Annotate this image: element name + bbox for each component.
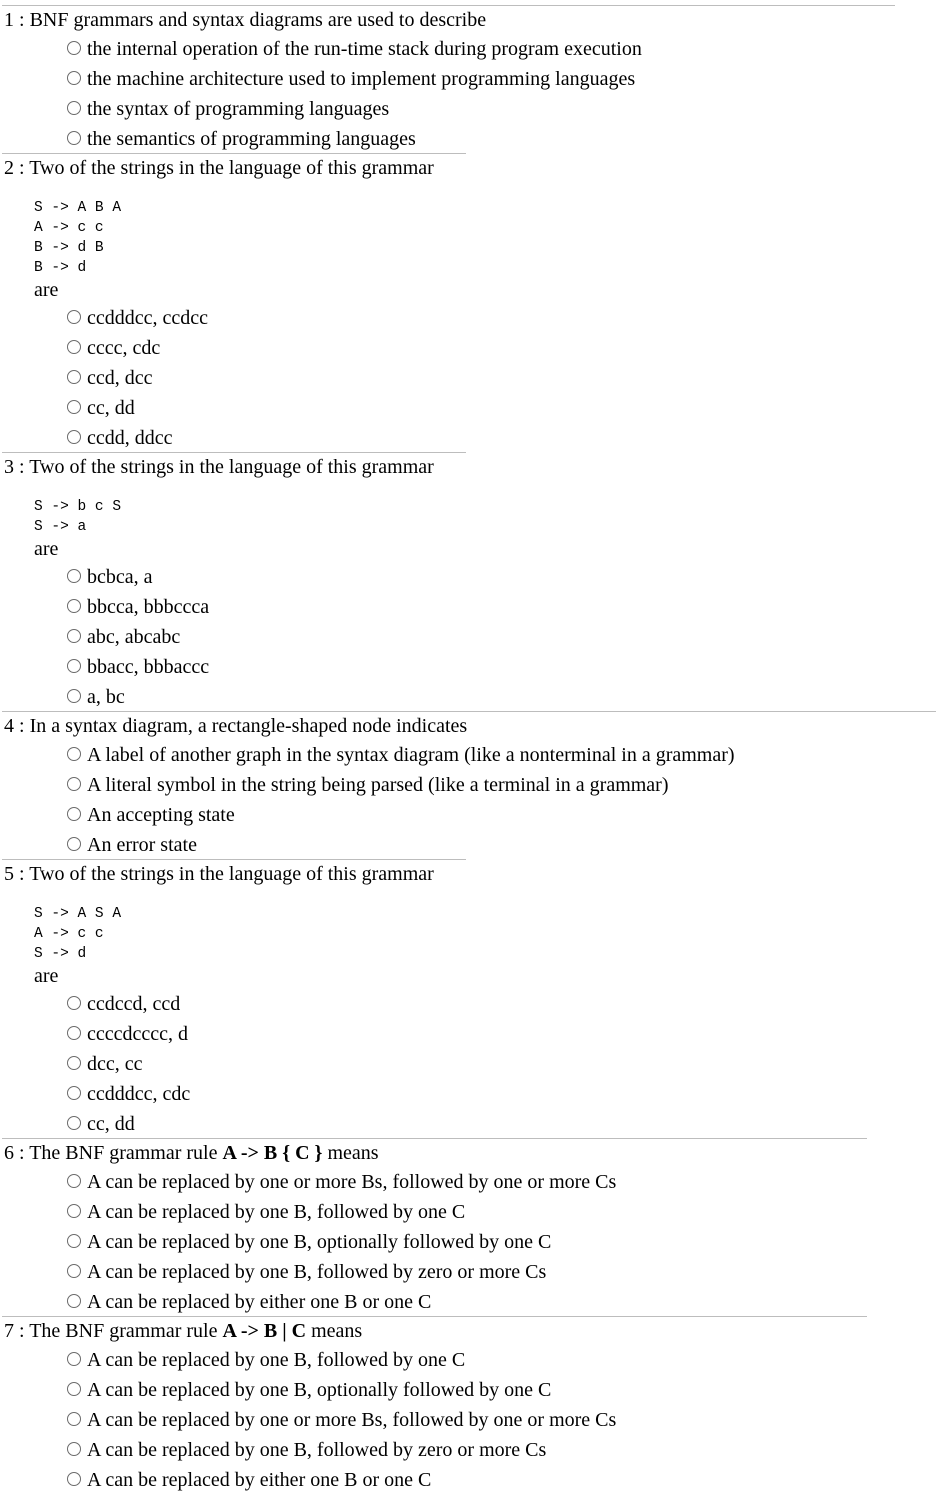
- answer-option[interactable]: [66, 989, 180, 1019]
- radio-button[interactable]: [67, 1086, 81, 1100]
- answer-option[interactable]: [66, 1079, 190, 1109]
- answer-option[interactable]: [66, 363, 153, 393]
- radio-button[interactable]: [67, 837, 81, 851]
- option-label: the syntax of programming languages: [87, 98, 390, 120]
- answer-option[interactable]: [66, 1435, 546, 1465]
- option-label: bcbca, a: [87, 566, 153, 588]
- option-label: ccdddcc, cdc: [87, 1083, 191, 1105]
- grammar-code: S -> A B A A -> c c B -> d B B -> d: [34, 200, 122, 276]
- question-divider: [2, 153, 466, 154]
- radio-button[interactable]: [67, 1204, 81, 1218]
- answer-option[interactable]: [66, 1109, 135, 1139]
- question-divider: [2, 5, 895, 6]
- option-label: ccdccd, ccd: [87, 993, 181, 1015]
- option-label: ccdddcc, ccdcc: [87, 307, 209, 329]
- option-label: A can be replaced by either one B or one C: [87, 1469, 432, 1491]
- radio-button[interactable]: [67, 1442, 81, 1456]
- option-label: bbacc, bbbaccc: [87, 656, 210, 678]
- option-label: An accepting state: [87, 804, 235, 826]
- question-3-text: 3 : Two of the strings in the language of this grammar: [4, 456, 434, 478]
- radio-button[interactable]: [67, 1056, 81, 1070]
- question-divider: [2, 859, 466, 860]
- radio-button[interactable]: [67, 1472, 81, 1486]
- answer-option[interactable]: [66, 124, 416, 154]
- option-label: A can be replaced by one B, optionally followed by one C: [87, 1231, 552, 1253]
- radio-button[interactable]: [67, 599, 81, 613]
- option-label: the semantics of programming languages: [87, 128, 416, 150]
- question-4-text: 4 : In a syntax diagram, a rectangle-shaped node indicates: [4, 715, 468, 737]
- answer-option[interactable]: [66, 34, 642, 64]
- bnf-rule: A -> B | C: [222, 1320, 307, 1342]
- question-divider: [2, 1316, 867, 1317]
- grammar-code: S -> b c S S -> a: [34, 499, 122, 535]
- option-label: A can be replaced by one B, followed by zero or more Cs: [87, 1439, 547, 1461]
- option-label: A can be replaced by one B, followed by zero or more Cs: [87, 1261, 547, 1283]
- answer-option[interactable]: [66, 740, 735, 770]
- radio-button[interactable]: [67, 747, 81, 761]
- radio-button[interactable]: [67, 1264, 81, 1278]
- answer-option[interactable]: [66, 1197, 465, 1227]
- answer-option[interactable]: [66, 1257, 546, 1287]
- option-label: abc, abcabc: [87, 626, 181, 648]
- option-label: A can be replaced by one B, optionally followed by one C: [87, 1379, 552, 1401]
- radio-button[interactable]: [67, 1294, 81, 1308]
- option-label: cc, dd: [87, 397, 135, 419]
- option-label: A can be replaced by one or more Bs, followed by one or more Cs: [87, 1171, 617, 1193]
- bnf-rule: A -> B { C }: [222, 1142, 323, 1164]
- radio-button[interactable]: [67, 370, 81, 384]
- question-1-text: 1 : BNF grammars and syntax diagrams are used to describe: [4, 9, 487, 31]
- option-label: A label of another graph in the syntax diagram (like a nonterminal in a grammar): [87, 744, 735, 766]
- answer-option[interactable]: [66, 800, 235, 830]
- question-suffix: are: [34, 279, 59, 301]
- radio-button[interactable]: [67, 1382, 81, 1396]
- question-suffix: are: [34, 965, 59, 987]
- radio-button[interactable]: [67, 1412, 81, 1426]
- answer-option[interactable]: [66, 1049, 143, 1079]
- radio-button[interactable]: [67, 689, 81, 703]
- answer-option[interactable]: [66, 1167, 616, 1197]
- answer-option[interactable]: [66, 1227, 551, 1257]
- radio-button[interactable]: [67, 400, 81, 414]
- option-label: bbcca, bbbccca: [87, 596, 210, 618]
- option-label: A can be replaced by one B, followed by one C: [87, 1201, 466, 1223]
- answer-option[interactable]: [66, 333, 160, 363]
- radio-button[interactable]: [67, 310, 81, 324]
- radio-button[interactable]: [67, 1116, 81, 1130]
- answer-option[interactable]: [66, 682, 125, 712]
- option-label: the machine architecture used to implement programming languages: [87, 68, 636, 90]
- radio-button[interactable]: [67, 569, 81, 583]
- option-label: An error state: [87, 834, 197, 856]
- answer-option[interactable]: [66, 303, 208, 333]
- radio-button[interactable]: [67, 777, 81, 791]
- question-divider: [2, 711, 936, 712]
- radio-button[interactable]: [67, 629, 81, 643]
- option-label: ccd, dcc: [87, 367, 153, 389]
- grammar-code: S -> A S A A -> c c S -> d: [34, 906, 122, 962]
- radio-button[interactable]: [67, 996, 81, 1010]
- radio-button[interactable]: [67, 1352, 81, 1366]
- radio-button[interactable]: [67, 71, 81, 85]
- option-label: the internal operation of the run-time stack during program execution: [87, 38, 642, 60]
- radio-button[interactable]: [67, 659, 81, 673]
- answer-option[interactable]: [66, 64, 635, 94]
- radio-button[interactable]: [67, 340, 81, 354]
- question-6-text: 6 : The BNF grammar rule A -> B { C } means: [4, 1142, 379, 1164]
- answer-option[interactable]: [66, 1019, 188, 1049]
- question-2-text: 2 : Two of the strings in the language of this grammar: [4, 157, 434, 179]
- answer-option[interactable]: [66, 94, 389, 124]
- answer-option[interactable]: [66, 1375, 551, 1405]
- option-label: A can be replaced by one B, followed by one C: [87, 1349, 466, 1371]
- answer-option[interactable]: [66, 423, 173, 453]
- question-divider: [2, 1138, 867, 1139]
- option-label: dcc, cc: [87, 1053, 143, 1075]
- option-label: A can be replaced by either one B or one C: [87, 1291, 432, 1313]
- option-label: A can be replaced by one or more Bs, followed by one or more Cs: [87, 1409, 617, 1431]
- answer-option[interactable]: [66, 393, 135, 423]
- option-label: ccccdcccc, d: [87, 1023, 189, 1045]
- radio-button[interactable]: [67, 1026, 81, 1040]
- question-suffix: are: [34, 538, 59, 560]
- radio-button[interactable]: [67, 131, 81, 145]
- answer-option[interactable]: [66, 1465, 431, 1495]
- answer-option[interactable]: [66, 1345, 465, 1375]
- option-label: cc, dd: [87, 1113, 135, 1135]
- answer-option[interactable]: [66, 622, 180, 652]
- radio-button[interactable]: [67, 1174, 81, 1188]
- radio-button[interactable]: [67, 101, 81, 115]
- answer-option[interactable]: [66, 770, 669, 800]
- answer-option[interactable]: [66, 1405, 616, 1435]
- answer-option[interactable]: [66, 1287, 431, 1317]
- question-divider: [2, 452, 466, 453]
- option-label: a, bc: [87, 686, 125, 708]
- answer-option[interactable]: [66, 592, 209, 622]
- answer-option[interactable]: [66, 652, 209, 682]
- option-label: ccdd, ddcc: [87, 427, 173, 449]
- radio-button[interactable]: [67, 1234, 81, 1248]
- answer-option[interactable]: [66, 562, 153, 592]
- question-5-text: 5 : Two of the strings in the language of this grammar: [4, 863, 434, 885]
- answer-option[interactable]: [66, 830, 197, 860]
- radio-button[interactable]: [67, 41, 81, 55]
- question-7-text: 7 : The BNF grammar rule A -> B | C means: [4, 1320, 363, 1342]
- option-label: A literal symbol in the string being parsed (like a terminal in a grammar): [87, 774, 669, 796]
- radio-button[interactable]: [67, 430, 81, 444]
- radio-button[interactable]: [67, 807, 81, 821]
- option-label: cccc, cdc: [87, 337, 161, 359]
